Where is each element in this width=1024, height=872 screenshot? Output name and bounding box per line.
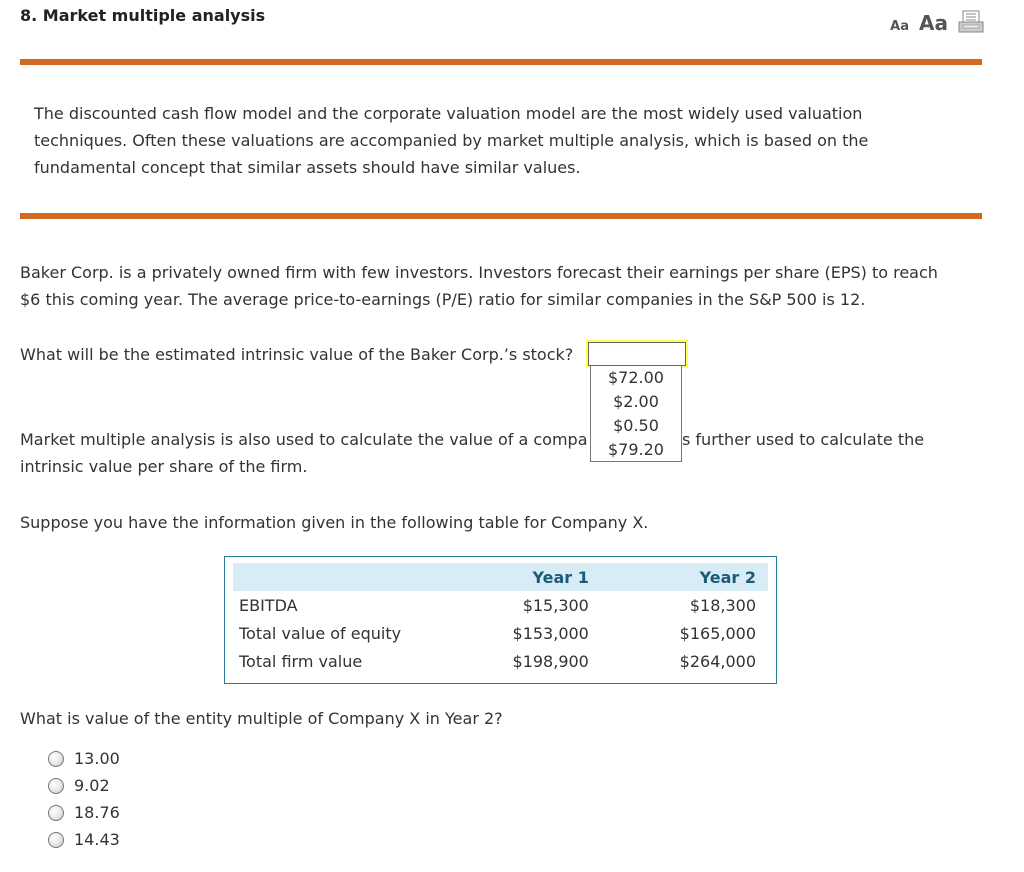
radio-button[interactable] <box>48 832 64 848</box>
problem-text <box>20 259 980 313</box>
toolbar <box>890 6 984 35</box>
cell-year2: $264,000 <box>679 651 756 671</box>
radio-label: 9.02 <box>74 776 110 795</box>
dropdown-option[interactable]: $72.00 <box>608 368 664 387</box>
cell-year1: $153,000 <box>512 623 589 643</box>
table-header-year1: Year 1 <box>501 563 601 591</box>
table-row <box>233 647 768 675</box>
radio-option[interactable] <box>48 799 120 826</box>
intro-paragraph: The discounted cash flow model and the corporate valuation model are the most widely used valuation techniques. Often these valuations are accompanied by market multiple analysis, which is based on the fundamental concept that similar assets should have similar values. <box>34 104 869 177</box>
table-intro: Suppose you have the information given in the following table for Company X. <box>20 513 649 532</box>
radio-label: 14.43 <box>74 830 120 849</box>
table-header-year2: Year 2 <box>601 563 768 591</box>
problem-line-2: $6 this coming year. The average price-to-earnings (P/E) ratio for similar companies in the S&P 500 is 12. <box>20 290 866 309</box>
radio-button[interactable] <box>48 805 64 821</box>
print-icon[interactable] <box>958 10 984 34</box>
radio-label: 13.00 <box>74 749 120 768</box>
dropdown-option[interactable]: $2.00 <box>613 392 659 411</box>
cell-year1: $198,900 <box>512 651 589 671</box>
font-size-small-button[interactable]: Aa <box>890 19 910 34</box>
radio-button[interactable] <box>48 751 64 767</box>
cell-year2: $18,300 <box>689 595 756 615</box>
radio-label: 18.76 <box>74 803 120 822</box>
table-header-blank <box>233 563 501 591</box>
orange-divider-top <box>20 59 982 65</box>
row-label: EBITDA <box>239 595 298 615</box>
radio-option[interactable] <box>48 772 110 799</box>
entity-paragraph <box>20 426 980 480</box>
dropdown-option[interactable]: $0.50 <box>613 416 659 435</box>
company-x-table <box>224 556 777 684</box>
table-row <box>233 619 768 647</box>
radio-button[interactable] <box>48 778 64 794</box>
font-size-large-button[interactable]: Aa <box>919 11 948 35</box>
radio-option[interactable] <box>48 745 120 772</box>
cell-year1: $15,300 <box>522 595 589 615</box>
cell-year2: $165,000 <box>679 623 756 643</box>
row-label: Total firm value <box>239 651 363 671</box>
entity-line-1-end: s further used to calculate the <box>682 430 925 449</box>
entity-line-1-start: Market multiple analysis is also used to calculate the value of a compa <box>20 430 588 449</box>
row-label: Total value of equity <box>239 623 402 643</box>
page-title: 8. Market multiple analysis <box>20 6 266 25</box>
radio-option[interactable] <box>48 826 120 853</box>
question-2: What is value of the entity multiple of Company X in Year 2? <box>20 709 503 728</box>
dropdown-options-list <box>590 366 682 462</box>
dropdown-option[interactable]: $79.20 <box>608 440 664 459</box>
answer-dropdown[interactable] <box>586 340 688 368</box>
orange-divider-bottom <box>20 213 982 219</box>
table-header-row <box>233 563 768 591</box>
problem-line-1: Baker Corp. is a privately owned firm with few investors. Investors forecast their earnings per share (EPS) to reach <box>20 263 938 282</box>
entity-line-2: intrinsic value per share of the firm. <box>20 457 308 476</box>
table-row <box>233 591 768 619</box>
question-1: What will be the estimated intrinsic value of the Baker Corp.’s stock? <box>20 345 574 364</box>
